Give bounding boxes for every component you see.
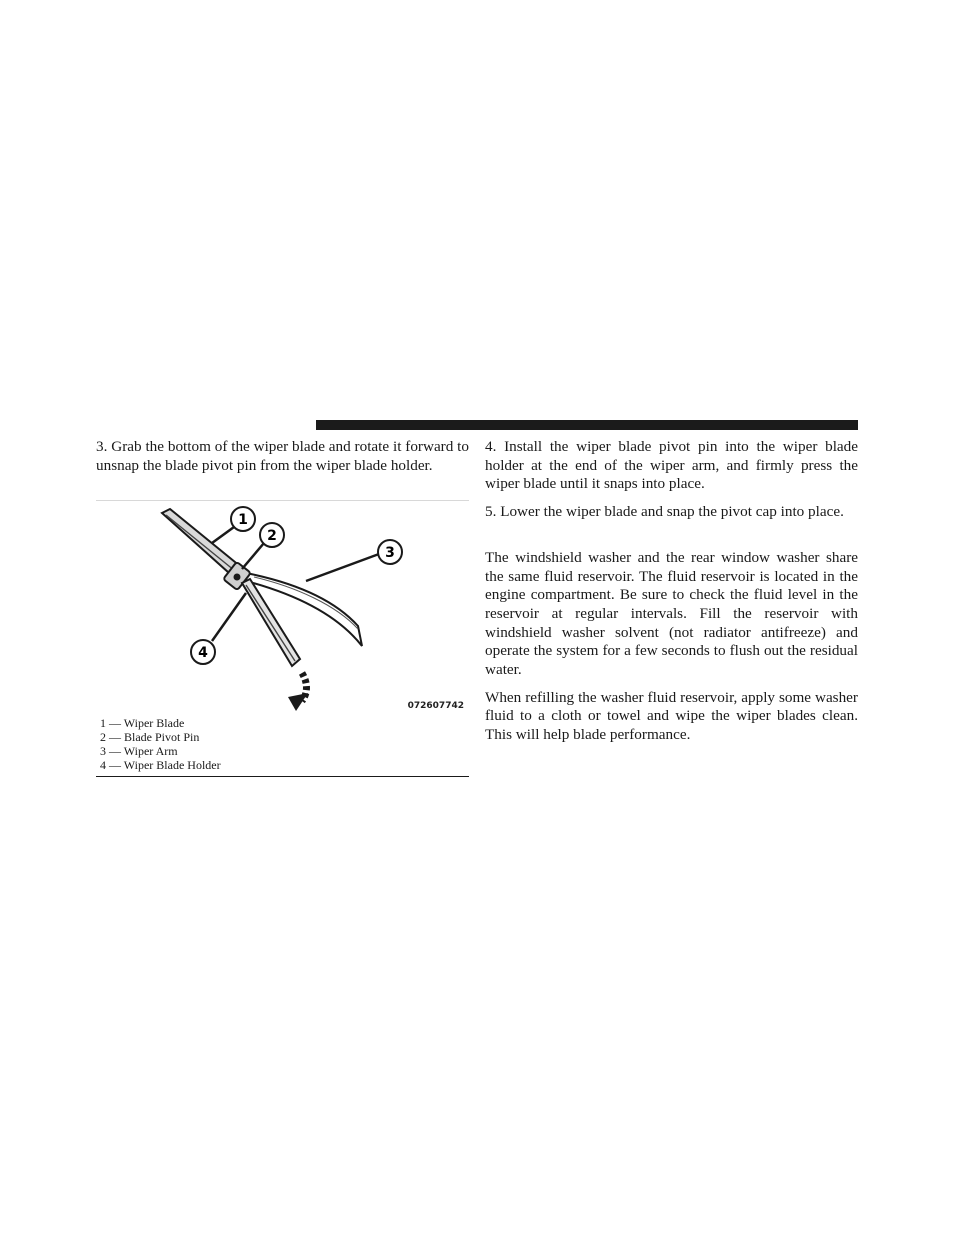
right-column [485,438,858,745]
washer-reservoir-paragraph: The windshield washer and the rear window washer share the same fluid reservoir. The fluid reservoir is located in the engine compartment. Be sure to check the fluid level in the reservoir at regular intervals. Fill the reservoir with windshield washer solvent (not radiator antifreeze) and operate the system for a few seconds to flush out the residual water. [485,548,858,679]
wiper-blade-lower-rubber [246,585,295,661]
legend-item-1: 1 — Wiper Blade [100,716,185,730]
leader-line-3 [306,554,379,581]
step-4-text: 4. Install the wiper blade pivot pin into the wiper blade holder at the end of the wiper arm, and firmly press the wiper blade until it snaps into place. [485,438,858,493]
svg-text:4: 4 [198,645,208,661]
legend-item-3: 3 — Wiper Arm [100,744,178,758]
leader-line-2 [242,543,264,569]
callout-4 [191,640,215,664]
svg-text:2: 2 [267,528,277,544]
legend-item-4: 4 — Wiper Blade Holder [100,758,221,772]
step-5-text: 5. Lower the wiper blade and snap the pivot cap into place. [485,503,844,521]
figure-legend [100,716,221,772]
svg-text:3: 3 [385,545,395,561]
callout-1 [231,507,255,531]
step-3-text: 3. Grab the bottom of the wiper blade and rotate it forward to unsnap the blade pivot pin from the wiper blade holder. [96,438,469,474]
leader-line-1 [212,527,234,543]
svg-text:1: 1 [238,512,248,528]
pivot-pin-dot [234,574,241,581]
figure-code: 072607742 [407,701,464,711]
leader-line-4 [212,593,246,641]
left-column [96,438,469,475]
wiper-blade-figure [96,500,469,777]
callout-3 [378,540,402,564]
section-header-bar [316,420,858,430]
refill-tip-paragraph: When refilling the washer fluid reservoir, apply some washer fluid to a cloth or towel and wipe the wiper blades clean. This will help blade performance. [485,688,858,744]
wiper-blade-illustration [96,501,469,716]
callout-2 [260,523,284,547]
wiper-blade-upper-rubber [166,515,240,575]
legend-item-2: 2 — Blade Pivot Pin [100,730,200,744]
